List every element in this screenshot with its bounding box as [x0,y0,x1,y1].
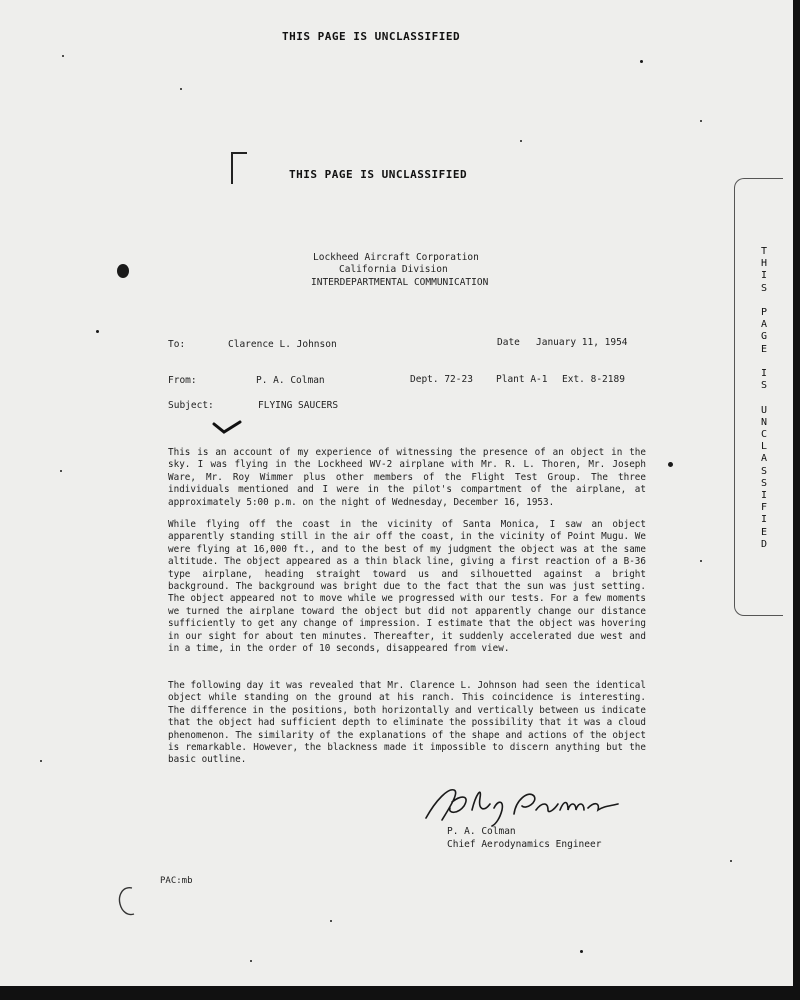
signature-name: P. A. Colman [447,826,516,837]
speck [580,950,583,953]
dept-value: Dept. 72-23 [410,374,473,385]
date-value: January 11, 1954 [536,337,628,348]
classification-banner-side: T H I S P A G E I S U N C L A S S I F I E D [760,246,768,550]
speck [520,140,522,142]
margin-scribble [112,882,142,922]
to-label: To: [168,339,186,350]
speck [640,60,643,63]
corner-bracket-mark [231,152,247,184]
plant-value: Plant A-1 [496,374,548,385]
speck [330,920,332,922]
letterhead-department: INTERDEPARTMENTAL COMMUNICATION [311,277,489,288]
from-value: P. A. Colman [256,375,325,386]
ext-value: Ext. 8-2189 [562,374,625,385]
scan-bottom-border [0,986,800,1000]
body-paragraph-1: This is an account of my experience of witnessing the presence of an object in the sky. I was flying in the Lockheed WV-2 airplane with Mr. R. L. Thoren, Mr. Joseph Ware, Mr. Roy Wimmer plus other members of the Flight Test Group. The three individuals mentioned and I were in the pilot's compartment of the airplane, at approximately 5:00 p.m. on the night of Wednesday, December 16, 1953. [168,447,646,508]
typist-initials: PAC:mb [160,876,193,886]
classification-banner-second: THIS PAGE IS UNCLASSIFIED [289,168,468,181]
letterhead-division: California Division [339,264,448,275]
speck [700,560,702,562]
speck [60,470,62,472]
classification-banner-top: THIS PAGE IS UNCLASSIFIED [282,30,461,43]
speck [40,760,42,762]
speck [62,55,64,57]
body-paragraph-3: The following day it was revealed that Mr. Clarence L. Johnson had seen the identical object while standing on the ground at his ranch. This coincidence is interesting. The difference in the positions, both horizontally and vertically between us indicate that the object had sufficient depth to eliminate the possibility that it was a cloud phenomenon. The similarity of the explanations of the shape and actions of the object is remarkable. However, the blackness made it impossible to discern anything but the basic outline. [168,680,646,766]
speck [668,462,673,467]
subject-value: FLYING SAUCERS [258,400,339,411]
body-paragraph-2: While flying off the coast in the vicinity of Santa Monica, I saw an object apparently standing still in the air off the coast, in the vicinity of Point Mugu. We were flying at 16,000 ft., and to the best of my judgment the object was at the same altitude. The object appeared as a thin black line, giving a first reaction of a B-36 type airplane, heading straight toward us and silhouetted against a bright background. The background was bright due to the fact that the sun was just setting. The object appeared not to move while we progressed with our tests. For a few moments we turned the airplane toward the object but did not apparently change our distance sufficiently to get any change of impression. I estimate that the object was hovering in our sight for about ten minutes. Thereafter, it suddenly accelerated due west and in a time, in the order of 10 seconds, disappeared from view. [168,519,646,655]
letterhead-company: Lockheed Aircraft Corporation [313,252,479,263]
ink-blot [117,264,129,278]
date-label: Date [497,337,520,348]
speck [700,120,702,122]
speck [730,860,732,862]
signature-title: Chief Aerodynamics Engineer [447,839,602,850]
to-value: Clarence L. Johnson [228,339,337,350]
speck [96,330,99,333]
speck [180,88,182,90]
handwritten-signature [418,780,628,830]
speck [250,960,252,962]
subject-label: Subject: [168,400,214,411]
from-label: From: [168,375,197,386]
scan-right-border [793,0,800,1000]
ink-check-mark [212,418,242,438]
